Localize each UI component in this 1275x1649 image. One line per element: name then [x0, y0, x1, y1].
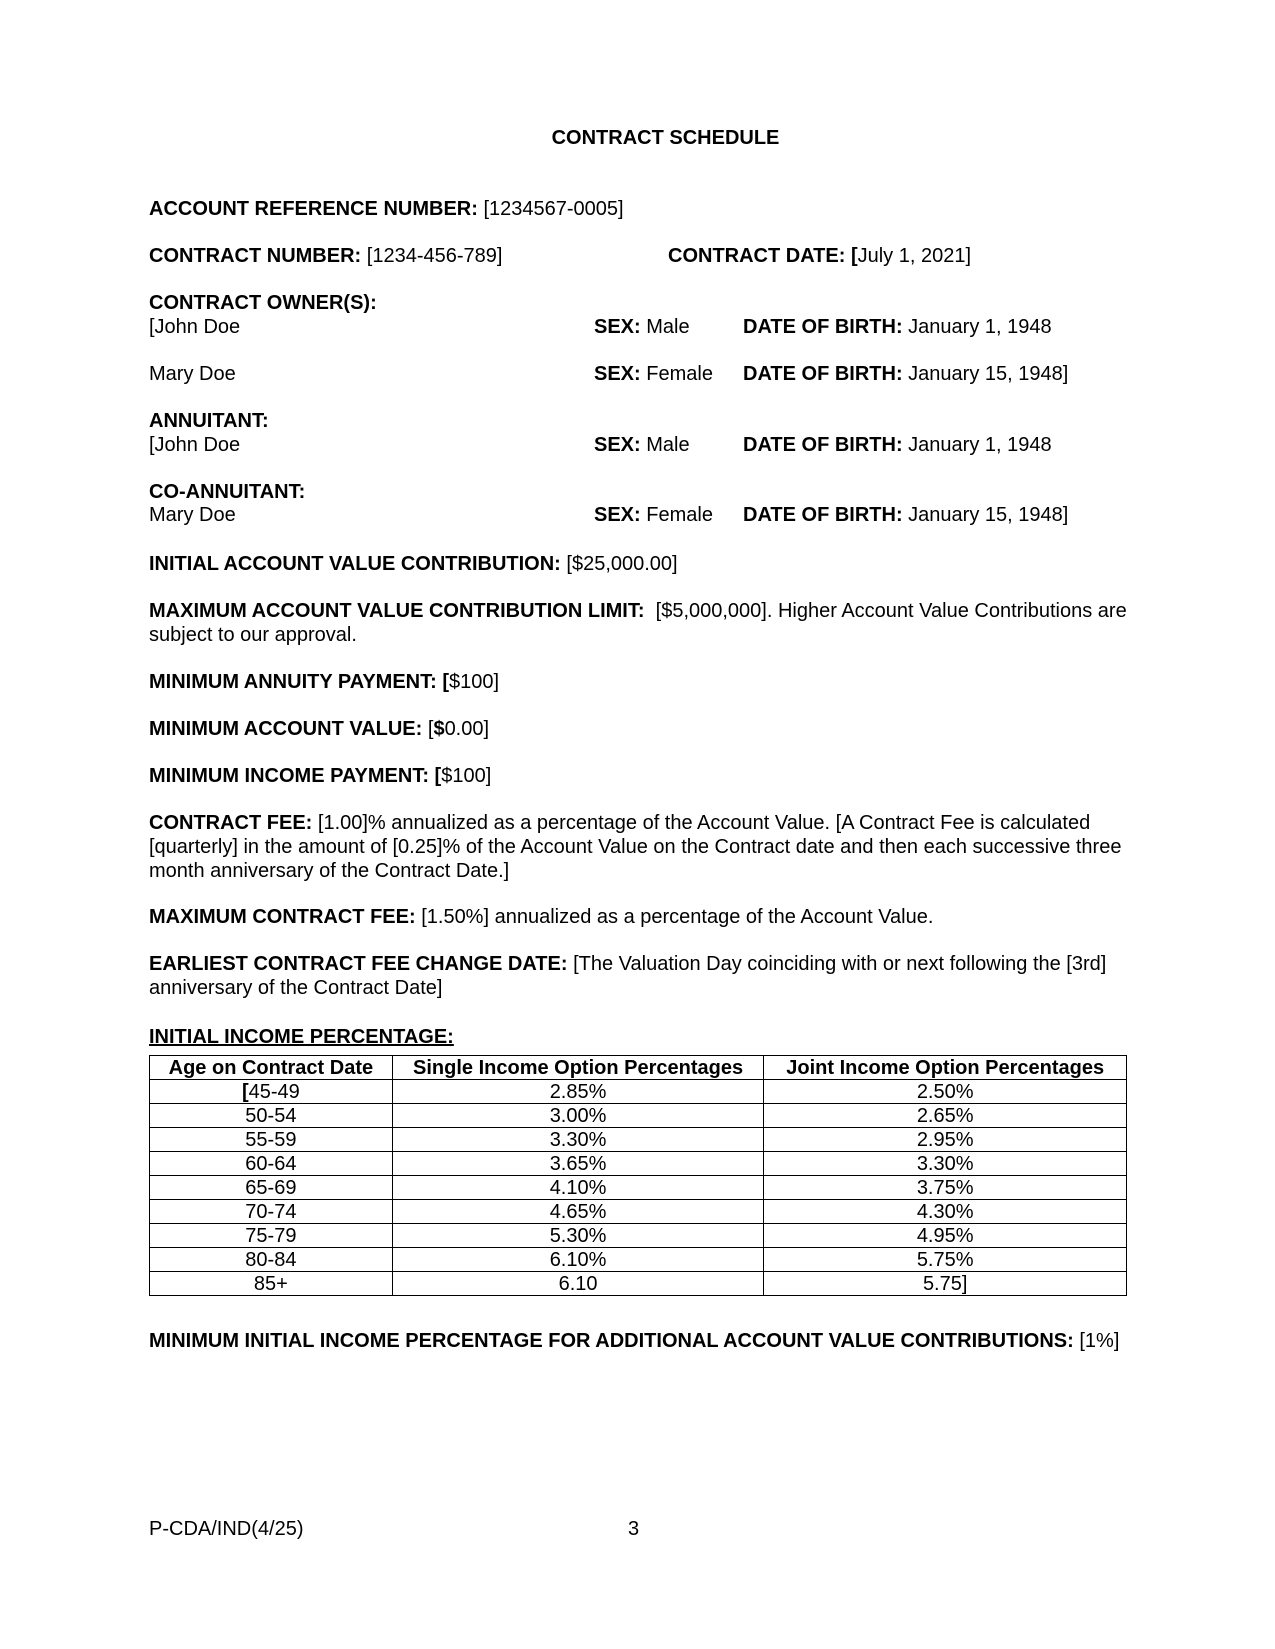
- table-cell-single: 3.30%: [392, 1128, 764, 1152]
- table-cell-joint: 3.75%: [764, 1176, 1127, 1200]
- table-cell-single: 3.65%: [392, 1152, 764, 1176]
- table-row: [150, 1248, 1127, 1272]
- owner-1-name: [John Doe: [149, 316, 241, 338]
- table-cell-joint: 5.75]: [764, 1272, 1127, 1296]
- table-cell-age: 85+: [150, 1272, 393, 1296]
- table-cell-single: 5.30%: [392, 1224, 764, 1248]
- income-table-heading: INITIAL INCOME PERCENTAGE:: [149, 1026, 454, 1048]
- owner-1-sex: SEX: Male: [594, 316, 690, 338]
- owner-1-dob: DATE OF BIRTH: January 1, 1948: [743, 316, 1052, 338]
- owner-2-dob: DATE OF BIRTH: January 15, 1948]: [743, 363, 1069, 385]
- table-cell-joint: 2.95%: [764, 1128, 1127, 1152]
- co-annuitant-dob: DATE OF BIRTH: January 15, 1948]: [743, 504, 1069, 526]
- annuitant-heading: ANNUITANT:: [149, 410, 269, 432]
- table-cell-single: 6.10: [392, 1272, 764, 1296]
- annuitant-sex: SEX: Male: [594, 434, 690, 456]
- maximum-contribution-limit: MAXIMUM ACCOUNT VALUE CONTRIBUTION LIMIT: [$5,000,000]. Higher Account Value Contributions are subject to our approval.: [149, 600, 1127, 646]
- table-cell-single: 6.10%: [392, 1248, 764, 1272]
- table-cell-joint: 2.65%: [764, 1104, 1127, 1128]
- earliest-fee-change-date: EARLIEST CONTRACT FEE CHANGE DATE: [The Valuation Day coinciding with or next following the [3rd] anniversary of the Contract Date]: [149, 953, 1107, 999]
- table-cell-single: 4.65%: [392, 1200, 764, 1224]
- contract-number: CONTRACT NUMBER: [1234-456-789]: [149, 245, 503, 267]
- minimum-account-value: MINIMUM ACCOUNT VALUE: [$0.00]: [149, 718, 490, 740]
- annuitant-name: [John Doe: [149, 434, 241, 456]
- table-cell-joint: 4.30%: [764, 1200, 1127, 1224]
- account-reference-number: ACCOUNT REFERENCE NUMBER: [1234567-0005]: [149, 198, 624, 220]
- co-annuitant-sex: SEX: Female: [594, 504, 713, 526]
- table-row: [150, 1152, 1127, 1176]
- page-title: CONTRACT SCHEDULE: [551, 127, 780, 149]
- minimum-income-payment: MINIMUM INCOME PAYMENT: [$100]: [149, 765, 492, 787]
- table-row: [150, 1104, 1127, 1128]
- annuitant-dob: DATE OF BIRTH: January 1, 1948: [743, 434, 1052, 456]
- table-cell-joint: 3.30%: [764, 1152, 1127, 1176]
- table-cell-age: 55-59: [150, 1128, 393, 1152]
- contract-owners-heading: CONTRACT OWNER(S):: [149, 292, 377, 314]
- table-row: [150, 1176, 1127, 1200]
- column-header-joint: Joint Income Option Percentages: [764, 1056, 1127, 1080]
- table-cell-age: 50-54: [150, 1104, 393, 1128]
- column-header-single: Single Income Option Percentages: [392, 1056, 764, 1080]
- owner-2-sex: SEX: Female: [594, 363, 713, 385]
- initial-contribution: INITIAL ACCOUNT VALUE CONTRIBUTION: [$25,000.00]: [149, 553, 678, 575]
- table-cell-age: [45-49: [150, 1080, 393, 1104]
- contract-fee: CONTRACT FEE: [1.00]% annualized as a percentage of the Account Value. [A Contract Fee is calculated [quarterly] in the amount of [0.25]% of the Account Value on the Contract date and then each successive three month anniversary of the Contract Date.]: [149, 812, 1122, 882]
- table-row: [150, 1272, 1127, 1296]
- table-cell-age: 65-69: [150, 1176, 393, 1200]
- table-cell-joint: 5.75%: [764, 1248, 1127, 1272]
- table-cell-age: 80-84: [150, 1248, 393, 1272]
- contract-date: CONTRACT DATE: [July 1, 2021]: [668, 245, 972, 267]
- initial-income-percentage-table: [149, 1055, 1127, 1296]
- table-cell-single: 4.10%: [392, 1176, 764, 1200]
- table-cell-joint: 2.50%: [764, 1080, 1127, 1104]
- table-row: [150, 1128, 1127, 1152]
- table-cell-single: 3.00%: [392, 1104, 764, 1128]
- column-header-age: Age on Contract Date: [150, 1056, 393, 1080]
- maximum-contract-fee: MAXIMUM CONTRACT FEE: [1.50%] annualized as a percentage of the Account Value.: [149, 906, 934, 928]
- co-annuitant-heading: CO-ANNUITANT:: [149, 481, 306, 503]
- co-annuitant-name: Mary Doe: [149, 504, 236, 526]
- table-cell-age: 75-79: [150, 1224, 393, 1248]
- minimum-initial-income-percentage: MINIMUM INITIAL INCOME PERCENTAGE FOR ADDITIONAL ACCOUNT VALUE CONTRIBUTIONS: [1%]: [149, 1330, 1120, 1352]
- footer-page-number: 3: [628, 1518, 640, 1540]
- table-row: [150, 1080, 1127, 1104]
- table-row: [150, 1200, 1127, 1224]
- table-cell-joint: 4.95%: [764, 1224, 1127, 1248]
- table-cell-single: 2.85%: [392, 1080, 764, 1104]
- table-cell-age: 60-64: [150, 1152, 393, 1176]
- table-cell-age: 70-74: [150, 1200, 393, 1224]
- table-row: [150, 1224, 1127, 1248]
- table-header-row: [150, 1056, 1127, 1080]
- minimum-annuity-payment: MINIMUM ANNUITY PAYMENT: [$100]: [149, 671, 500, 693]
- owner-2-name: Mary Doe: [149, 363, 236, 385]
- footer-form-code: P-CDA/IND(4/25): [149, 1518, 304, 1540]
